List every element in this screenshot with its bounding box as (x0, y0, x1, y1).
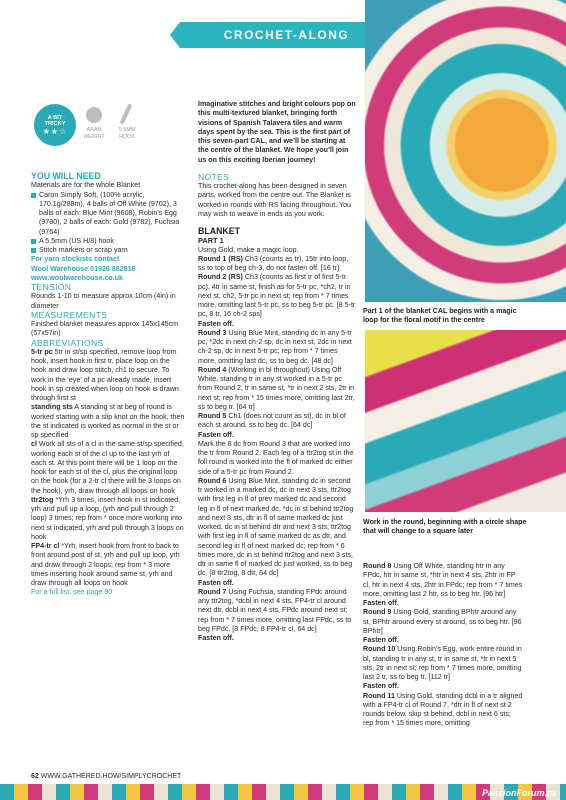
round-label: Round 7 (198, 587, 227, 596)
round-label: Round 3 (198, 328, 227, 337)
photo-caption-1: Part 1 of the blanket CAL begins with a magic loop for the floral motif in the centre (363, 307, 517, 325)
round-label: Round 9 (363, 608, 392, 617)
abbrev-def: *Yrh, insert hook from front to back to front around post of st, yrh and pull up loop, yrh and draw through 2 loops; rep from * 3 more times inserting hook around same st, yrh and draw through all loops on hook (31, 542, 180, 587)
materials-text: A 5.5mm (US H/8) hook (39, 236, 114, 245)
hook-label-1: 5.5MM (118, 127, 136, 133)
round-label: Round 6 (198, 476, 227, 485)
fasten-off: Fasten off. (198, 578, 234, 587)
round-text: Ch3 (counts as tr), 15tr into loop, ss to top of beg ch-3, do not fasten off. [16 tr] (198, 254, 349, 272)
marker-note: Mark the 8 dc from Round 3 that are worked into the tr from Round 2. Each leg of a ttr2tog st in the foll round is worked into the fl of marked dc either side of a 5-tr pc from Round 2. (198, 439, 354, 476)
abbrev-entry (31, 440, 185, 496)
notes-heading: NOTES (198, 171, 230, 182)
abbrev-entry (31, 348, 185, 404)
abbrev-def: Work all sts of a cl in the same st/sp specified, working each st of the cl up to the last yrh of each st. At this point there will be 1 loop on the hook for each st of the cl, plus the original loop on the hook (for a 2-tr cl there will be 3 loops on the hook), yrh, draw through all loops on hook (31, 440, 184, 495)
yarn-weight-label (80, 127, 108, 140)
round-5 (198, 412, 356, 431)
round-label: Round 11 (363, 691, 395, 700)
abbrev-def: A standing st at beg of round is worked starting with a slip knot on the hook, then the st indicated is worked as normal in the st or sp specified (31, 403, 185, 439)
abbrev-entry (31, 496, 185, 542)
left-column (31, 172, 185, 598)
stockists-line: Wool Warehouse 01926 882818 (31, 264, 136, 273)
round-9 (363, 608, 523, 636)
fasten-off: Fasten off. (198, 430, 234, 439)
hook-label-2: HOOK (119, 133, 135, 140)
round-10 (363, 645, 523, 682)
round-8 (363, 562, 523, 599)
materials-item (31, 237, 185, 246)
difficulty-badge (34, 104, 76, 146)
round-text: Using Off White, standing htr in any FPdc, htr in same st, *htr in next 4 sts, 2htr in FP cl, htr in next 4 sts, 2htr in FPdc; rep from * 7 times more, omitting last 2 htr, ss to beg htr. [96 htr] (363, 562, 523, 598)
round-11 (363, 692, 523, 729)
pattern-text: Using Gold, make a magic loop. (198, 245, 299, 254)
section-banner (180, 22, 393, 48)
fasten-off: Fasten off. (198, 634, 234, 642)
abbrev-def: *Yrh 3 times, insert hook in st indicated, yrh and pull up a loop, (yrh and pull through 2 loop) 3 times; rep from * once more working into next st indicated, yrh and pull through 3 loops on hook (31, 495, 184, 541)
abbrev-entry (31, 403, 185, 440)
blanket-round-photo (365, 330, 566, 512)
intro-text: Imaginative stitches and bright colours pop on this multi-textured blanket, bringing forth visions of Spanish Talavera tiles and warm days spent by the sea. This is the first part of this seven-part CAL, and we’ll be starting at the centre of the blanket. We hope you’ll join us on this exciting Iberian journey! (198, 100, 356, 164)
bullet-icon (31, 248, 36, 253)
round-label: Round 10 (363, 645, 396, 654)
abbrev-more-link[interactable]: For a full list, see page 90 (31, 588, 113, 597)
materials-text: Caron Simply Soft, (100% acrylic, 170.1g/288m), 4 balls of Off White (9702), 3 balls of each: Blue Mint (9608), Robin’s Egg (9780), 2 balls of each: Gold (9782), Fuchsia (9764) (39, 190, 180, 236)
round-label: Round 4 (198, 365, 227, 374)
measurements-heading: MEASUREMENTS (31, 309, 108, 320)
round-7 (198, 588, 356, 634)
round-text: Ch1 (does not count as st), dc in bl of each st around, ss to beg dc. [64 dc] (198, 412, 346, 430)
round-text: Using Gold, standing BPhtr around any st, BPhtr around every st around, ss to beg htr. [96 BPhtr] (363, 608, 522, 635)
crochet-hook-icon (120, 103, 133, 125)
materials-text: Stitch markers or scrap yarn (39, 246, 128, 254)
round-label: Round 2 (RS) (198, 273, 243, 282)
abbrev-entry (31, 542, 185, 588)
stockists-line: For yarn stockists contact (31, 255, 120, 264)
banner-title: CROCHET-ALONG (223, 28, 350, 42)
abbrev-term: standing sts (31, 403, 73, 412)
yarn-ball-icon (86, 107, 102, 123)
round-1 (198, 255, 356, 274)
middle-column (198, 100, 356, 643)
abbrev-def: 5tr in st/sp specified, remove loop from hook, insert hook in first tr, place loop on the hook and draw loop stitch, ch1 to secure. To work in the ‘eye’ of a pc already made, insert hook in sp created when loop on hook is drawn through first st (31, 347, 179, 402)
photo-caption-2: Work in the round, beginning with a circle shape that will change to a square later (363, 518, 527, 536)
round-6 (198, 477, 356, 579)
yarn-label-1: ARAN (86, 127, 102, 133)
round-text: (Working in bl throughout) Using Off White, standing tr in any st worked in a 5-tr pc from Round 2, tr in same st, *tr in next 2 sts, 2tr in next st; rep from * 15 times more, omitting last 2tr, ss to beg tr. [64 tr] (198, 365, 355, 411)
round-text: Using Fuchsia, standing FPdc around any ttr2tog, *dcbl in next 4 sts, FP4-tr cl around next dtr, dcbl in next 4 sts, FPdc around next st; rep from * 7 times more, omitting last FPdc, ss to beg FPdc. [8 FPdc, 8 FP4-tr cl, 64 dc] (198, 587, 352, 633)
hook-size-label (112, 127, 142, 140)
you-will-need-heading: YOU WILL NEED (31, 171, 101, 181)
fasten-off: Fasten off. (363, 636, 399, 644)
abbreviations-heading: ABBREVIATIONS (31, 337, 104, 348)
round-4 (198, 366, 356, 412)
tension-text: Rounds 1-10 to measure approx 10cm (4in) in diameter (31, 292, 176, 310)
round-3 (198, 329, 356, 366)
fasten-off: Fasten off. (198, 319, 234, 328)
notes-text: This crochet-along has been designed in seven parts, worked from the centre out. The Blanket is worked in rounds with RS facing throughout. You may wish to weave in ends as you work. (198, 182, 352, 218)
part-heading: PART 1 (198, 236, 224, 246)
badge-line1: A BIT (47, 114, 63, 121)
round-2 (198, 273, 356, 319)
page-footer (31, 773, 181, 780)
bullet-icon (31, 193, 36, 198)
materials-item (31, 191, 185, 237)
round-text: Using Robin’s Egg, work entire round in bl, standing tr in any st, tr in same st, *tr in next 5 sts, 2tr in next st; rep from * 7 times more, omitting last 2 tr, ss to beg tr. [112 tr] (363, 645, 522, 681)
blanket-centre-photo (365, 0, 566, 302)
round-text: Using Gold, standing dcbl in a tr aligned with a FP4-tr cl of Round 7, *dtr in fl of next st 2 rounds below, skip st behind, dcbl in next 6 sts; rep from * 15 times more, omitting (363, 691, 523, 728)
abbrev-term: cl (31, 440, 37, 449)
abbrev-term: ttr2tog (31, 495, 54, 504)
round-text: Ch3 (counts as first tr of first 5-tr pc), 4tr in same st, finish as for 5-tr pc, *ch2, tr in next st, ch2, 5-tr pc in next st; rep from * 7 times more, omitting last 5-tr pc, ss to beg 5-tr pc. [8 5-tr pc, 8 tr, 16 ch-2 sps] (198, 273, 356, 319)
watermark: PassionForum.ru (481, 788, 556, 798)
abbrev-term: 5-tr pc (31, 347, 53, 356)
round-label: Round 1 (RS) (198, 254, 243, 263)
fasten-off: Fasten off. (363, 682, 399, 691)
page-number: 62 (31, 773, 39, 780)
materials-intro: Materials are for the whole Blanket (31, 181, 141, 190)
bullet-icon (31, 239, 36, 244)
footer-url[interactable]: WWW.GATHERED.HOW/SIMPLYCROCHET (40, 773, 182, 780)
measurements-text: Finished blanket measures approx 145x145cm (57x57in) (31, 320, 179, 338)
materials-item (31, 246, 185, 255)
round-label: Round 5 (198, 412, 227, 420)
blanket-heading: BLANKET (198, 226, 241, 236)
right-column (363, 562, 523, 729)
tension-heading: TENSION (31, 282, 72, 292)
round-text: Using Blue Mint, standing dc in any 5-tr pc, *2dc in next ch-2 sp, dc in next st, 2dc in next ch-2 sp, dc in next 5-tr pc; rep from * 7 times more, omitting last dc, ss to beg dc. [48 dc] (198, 328, 352, 365)
badge-line2: TRICKY (44, 120, 66, 127)
fasten-off: Fasten off. (363, 599, 399, 607)
round-text: Using Blue Mint, standing dc in second tr worked in a marked dc, dc in next 3 sts, ttr2tog with first leg in fl of prev marked dc and second leg in fl of next marked dc, *dc in st behind ttr2tog and next 3 sts, dtr in fl of same marked dc just worked, dc in st behind dtr and next 3 sts, ttr2tog with first leg in fl of same marked dc as dtr, and second leg in fl of next marked dc; rep from * 6 times more, dc in st behind ttr2tog and next 3 sts, dtr in same fl of marked dc just worked, ss to beg dc. [8 ttr2tog, 8 dtr, 64 dc] (198, 476, 354, 578)
abbrev-term: FP4-tr cl (31, 542, 60, 550)
yarn-label-2: WEIGHT (83, 133, 105, 140)
stockists-link[interactable]: www.woolwarehouse.co.uk (31, 273, 123, 282)
badge-stars: ★★☆ (42, 126, 68, 136)
round-label: Round 8 (363, 562, 392, 570)
